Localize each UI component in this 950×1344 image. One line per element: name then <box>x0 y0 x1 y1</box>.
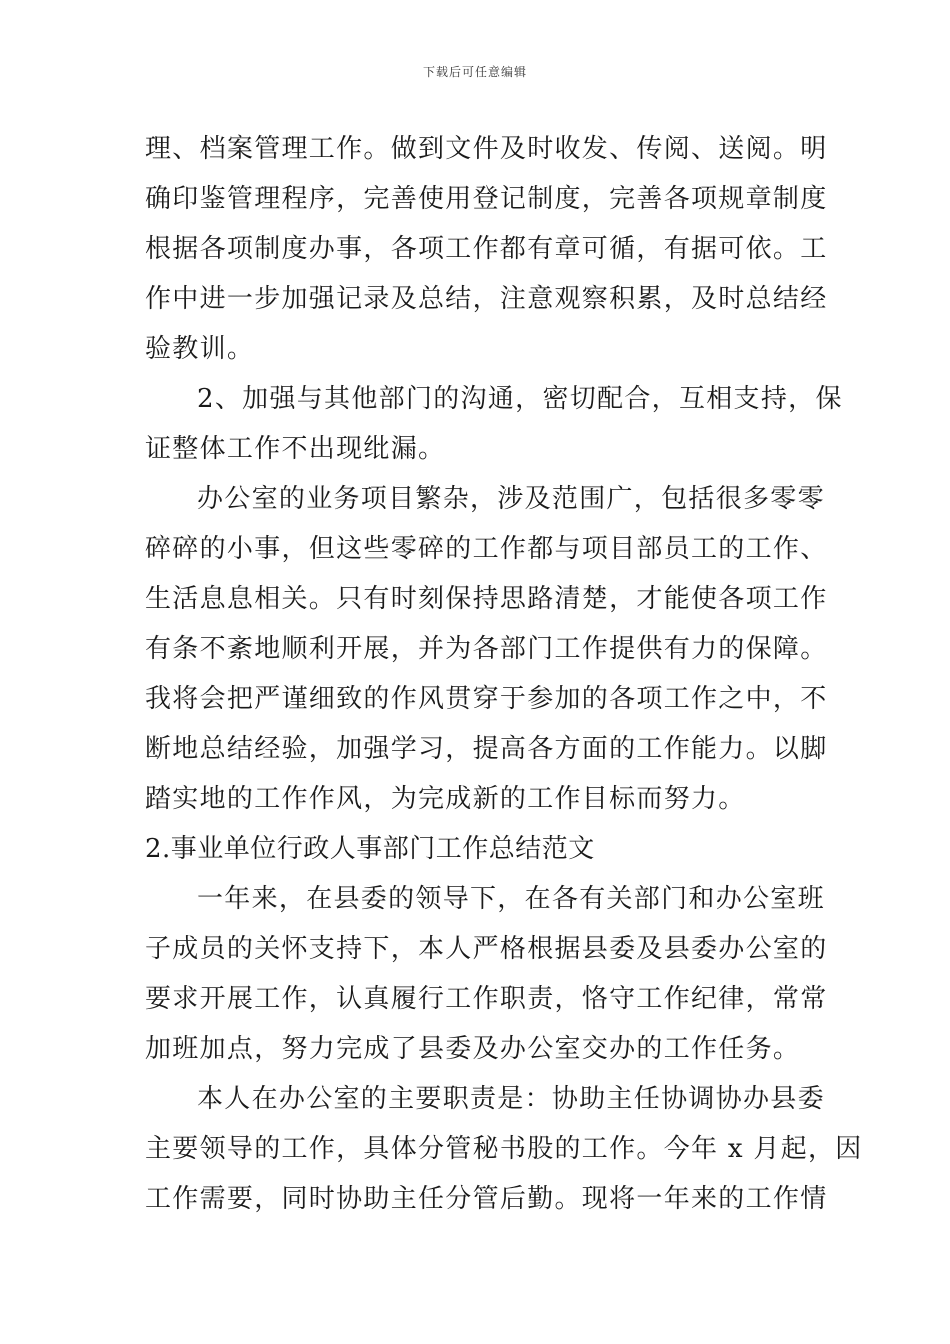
text-line: 工作需要，同时协助主任分管后勤。现将一年来的工作情 <box>145 1184 828 1214</box>
document-body <box>145 124 863 1224</box>
text-line: 加班加点，努力完成了县委及办公室交办的工作任务。 <box>145 1034 801 1064</box>
page-header: 下载后可任意编辑 <box>422 65 527 79</box>
text-line: 理、档案管理工作。做到文件及时收发、传阅、送阅。明 <box>145 134 828 164</box>
text-line: 要求开展工作，认真履行工作职责，恪守工作纪律，常常 <box>145 984 828 1014</box>
text-line: 本人在办公室的主要职责是：协助主任协调协办县委 <box>197 1084 825 1114</box>
text-line: 生活息息相关。只有时刻保持思路清楚，才能使各项工作 <box>145 584 828 614</box>
text-line: 证整体工作不出现纰漏。 <box>145 434 446 464</box>
text-line: 根据各项制度办事，各项工作都有章可循，有据可依。工 <box>145 234 828 264</box>
text-line: 碎碎的小事，但这些零碎的工作都与项目部员工的工作、 <box>145 534 828 564</box>
text-line: 一年来，在县委的领导下，在各有关部门和办公室班 <box>197 884 825 914</box>
text-line: 断地总结经验，加强学习，提高各方面的工作能力。以脚 <box>145 734 828 764</box>
text-line: 作中进一步加强记录及总结，注意观察积累，及时总结经 <box>145 284 828 314</box>
text-line: 踏实地的工作作风，为完成新的工作目标而努力。 <box>145 784 746 814</box>
text-line: 主要领导的工作，具体分管秘书股的工作。今年 x 月起，因 <box>145 1134 863 1164</box>
text-line: 子成员的关怀支持下，本人严格根据县委及县委办公室的 <box>145 934 828 964</box>
text-line: 有条不紊地顺利开展，并为各部门工作提供有力的保障。 <box>145 634 828 664</box>
text-line: 验教训。 <box>145 334 255 364</box>
text-line: 我将会把严谨细致的作风贯穿于参加的各项工作之中，不 <box>145 684 828 714</box>
text-line: 办公室的业务项目繁杂，涉及范围广，包括很多零零 <box>197 484 825 514</box>
section-heading: 2.事业单位行政人事部门工作总结范文 <box>145 834 595 864</box>
text-line: 2、加强与其他部门的沟通，密切配合，互相支持，保 <box>197 384 843 414</box>
text-line: 确印鉴管理程序，完善使用登记制度，完善各项规章制度 <box>145 184 828 214</box>
